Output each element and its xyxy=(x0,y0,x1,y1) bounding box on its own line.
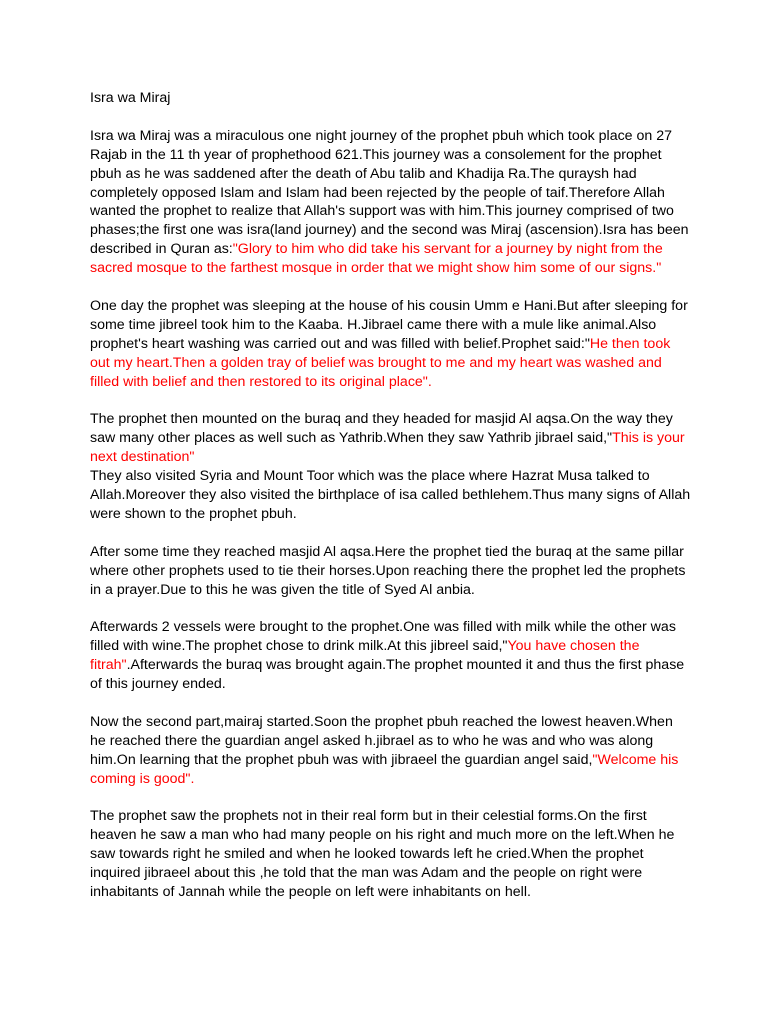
paragraph-text: Afterwards 2 vessels were brought to the prophet.One was filled with milk while the other was filled with wine.The prophet chose to drink milk.At this jibreel said," xyxy=(90,619,676,655)
paragraph-vessels xyxy=(90,618,692,694)
paragraph-miraj xyxy=(90,713,692,789)
paragraph-text: The prophet then mounted on the buraq and they headed for masjid Al aqsa.On the way they saw many other places as well such as Yathrib.When they saw Yathrib jibrael said," xyxy=(90,411,673,447)
paragraph-masjid-aqsa xyxy=(90,543,692,600)
angel-quote: "Welcome his coming is good". xyxy=(90,751,679,787)
paragraph-text: After some time they reached masjid Al aqsa.Here the prophet tied the buraq at the same pillar where other prophets used to tie their horses.Upon reaching there the prophet led the prophets in a prayer.Due to this he was given the title of Syed Al anbia. xyxy=(90,543,686,598)
paragraph-syria-toor xyxy=(90,467,692,524)
paragraph-text: Now the second part,mairaj started.Soon the prophet pbuh reached the lowest heaven.When he reached there the guardian angel asked h.jibrael as to who he was and who was along him.On learning that the prophet pbuh was with jibraeel the guardian angel said, xyxy=(90,713,673,768)
paragraph-intro xyxy=(90,127,692,278)
jibreel-quote: You have chosen the fitrah" xyxy=(90,638,640,674)
document-page xyxy=(90,89,692,921)
paragraph-buraq-journey xyxy=(90,410,692,467)
paragraph-text: One day the prophet was sleeping at the house of his cousin Umm e Hani.But after sleeping for some time jibreel took him to the Kaaba. H.Jibrael came there with a mule like animal.Also prophet's heart washing was carried out and was filled with belief.Prophet said:" xyxy=(90,297,688,352)
document-title: Isra wa Miraj xyxy=(90,90,171,106)
jibrael-quote: This is your next destination" xyxy=(90,430,685,466)
prophet-quote: He then took out my heart.Then a golden tray of belief was brought to me and my heart was washed and filled with belief and then restored to its original place". xyxy=(90,335,671,390)
paragraph-text-after: .Afterwards the buraq was brought again.The prophet mounted it and thus the first phase of this journey ended. xyxy=(90,657,685,693)
paragraph-text: They also visited Syria and Mount Toor which was the place where Hazrat Musa talked to Allah.Moreover they also visited the birthplace of isa called bethlehem.Thus many signs of Allah were shown to the prophet pbuh. xyxy=(90,468,691,522)
quran-quote: "Glory to him who did take his servant for a journey by night from the sacred mosque to the farthest mosque in order that we might show him some of our signs." xyxy=(90,241,663,277)
paragraph-first-heaven xyxy=(90,807,692,902)
paragraph-text: The prophet saw the prophets not in their real form but in their celestial forms.On the first heaven he saw a man who had many people on his right and much more on the left.When he saw towards right he smiled and when he looked towards left he cried.When the prophet inquired jibraeel about this ,he told that the man was Adam and the people on right were inhabitants of Jannah while the people on left were inhabitants on hell. xyxy=(90,808,675,900)
paragraph-heart-washing xyxy=(90,297,692,392)
paragraph-text: Isra wa Miraj was a miraculous one night journey of the prophet pbuh which took place on 27 Rajab in the 11 th year of prophethood 621.This journey was a consolement for the prophet pbuh as he was saddened after the death of Abu talib and Khadija Ra.The quraysh had completely opposed Islam and Islam had been rejected by the people of taif.Therefore Allah wanted the prophet to realize that Allah's support was with him.This journey comprised of two phases;the first one was isra(land journey) and the second was Miraj (ascension).Isra has been described in Quran as: xyxy=(90,127,689,258)
